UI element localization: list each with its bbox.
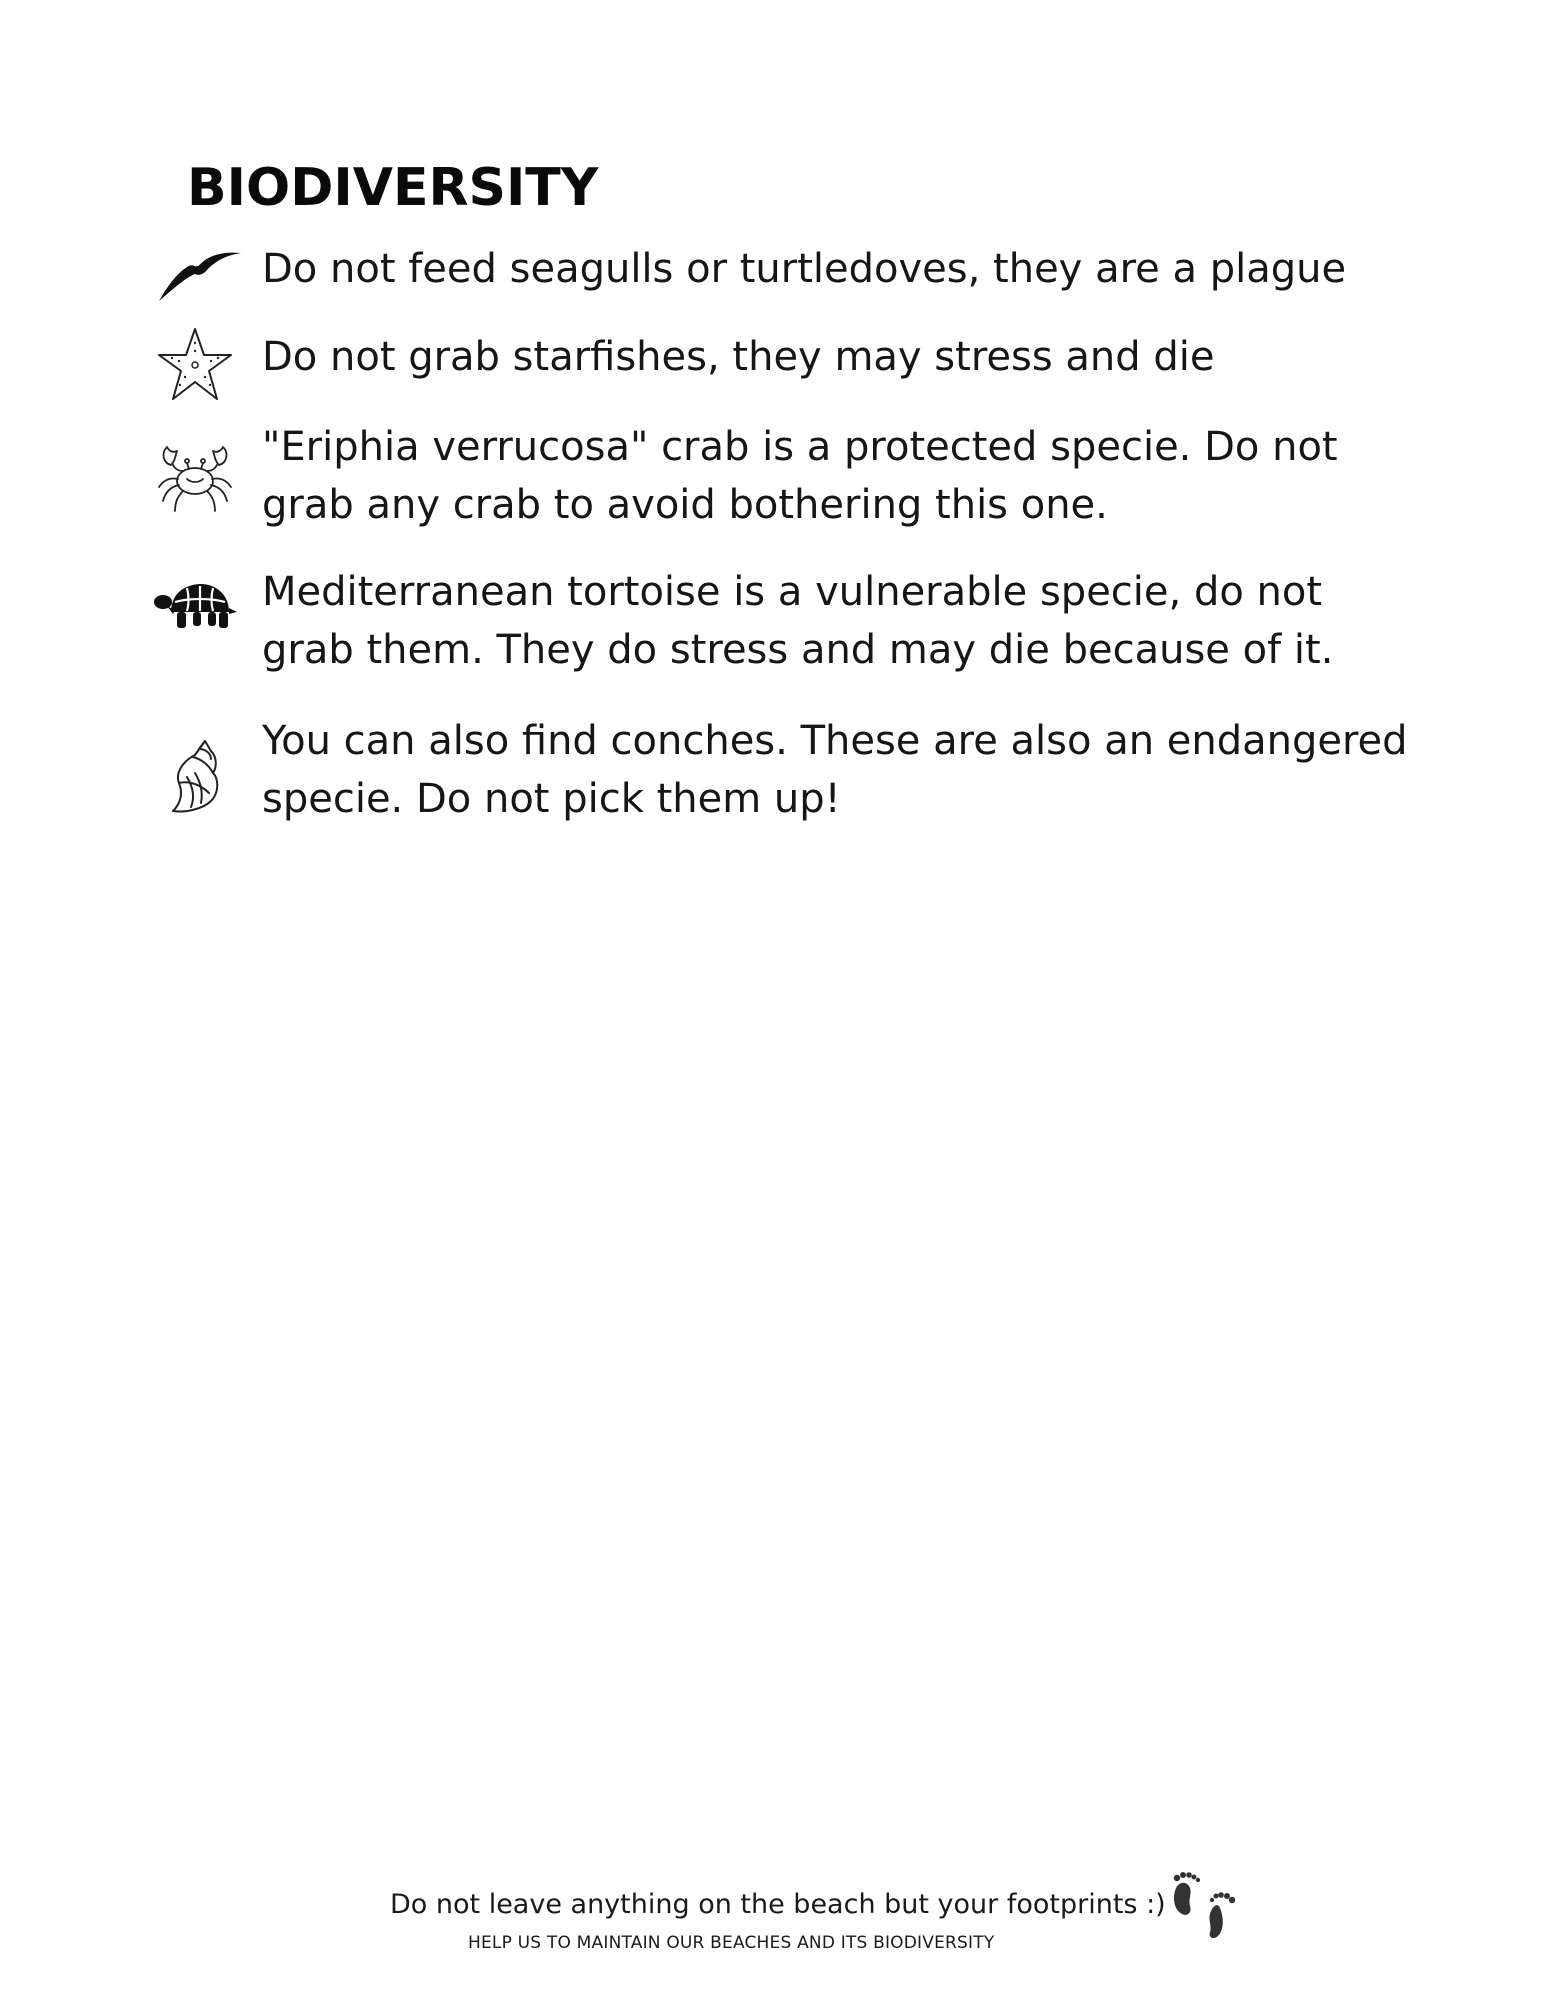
conch-icon	[150, 732, 240, 822]
rule-item-crab	[150, 418, 1410, 538]
rule-text: "Eriphia verrucosa" crab is a protected specie. Do not grab any crab to avoid bothering this one.	[262, 424, 1338, 528]
rule-text: Do not grab starfishes, they may stress and die	[262, 334, 1215, 380]
footer-message: Do not leave anything on the beach but your footprints :)	[390, 1889, 1166, 1920]
rule-text: Mediterranean tortoise is a vulnerable specie, do not grab them. They do stress and may die because of it.	[262, 569, 1334, 673]
rule-item-conch	[150, 712, 1410, 832]
starfish-icon	[150, 320, 240, 410]
seagull-icon	[155, 228, 245, 318]
rule-item-seagulls	[150, 240, 1410, 310]
crab-icon	[150, 432, 240, 522]
rule-text: Do not feed seagulls or turtledoves, they are a plague	[262, 246, 1347, 292]
footer-tagline: HELP US TO MAINTAIN OUR BEACHES AND ITS BIODIVERSITY	[468, 1933, 995, 1953]
page-title: BIODIVERSITY	[187, 158, 599, 218]
rule-item-tortoise	[150, 563, 1410, 683]
rule-text: You can also find conches. These are also an endangered specie. Do not pick them up!	[262, 718, 1408, 822]
rule-item-starfish	[150, 328, 1410, 398]
tortoise-icon	[150, 563, 240, 653]
footprints-icon	[1168, 1864, 1248, 1944]
